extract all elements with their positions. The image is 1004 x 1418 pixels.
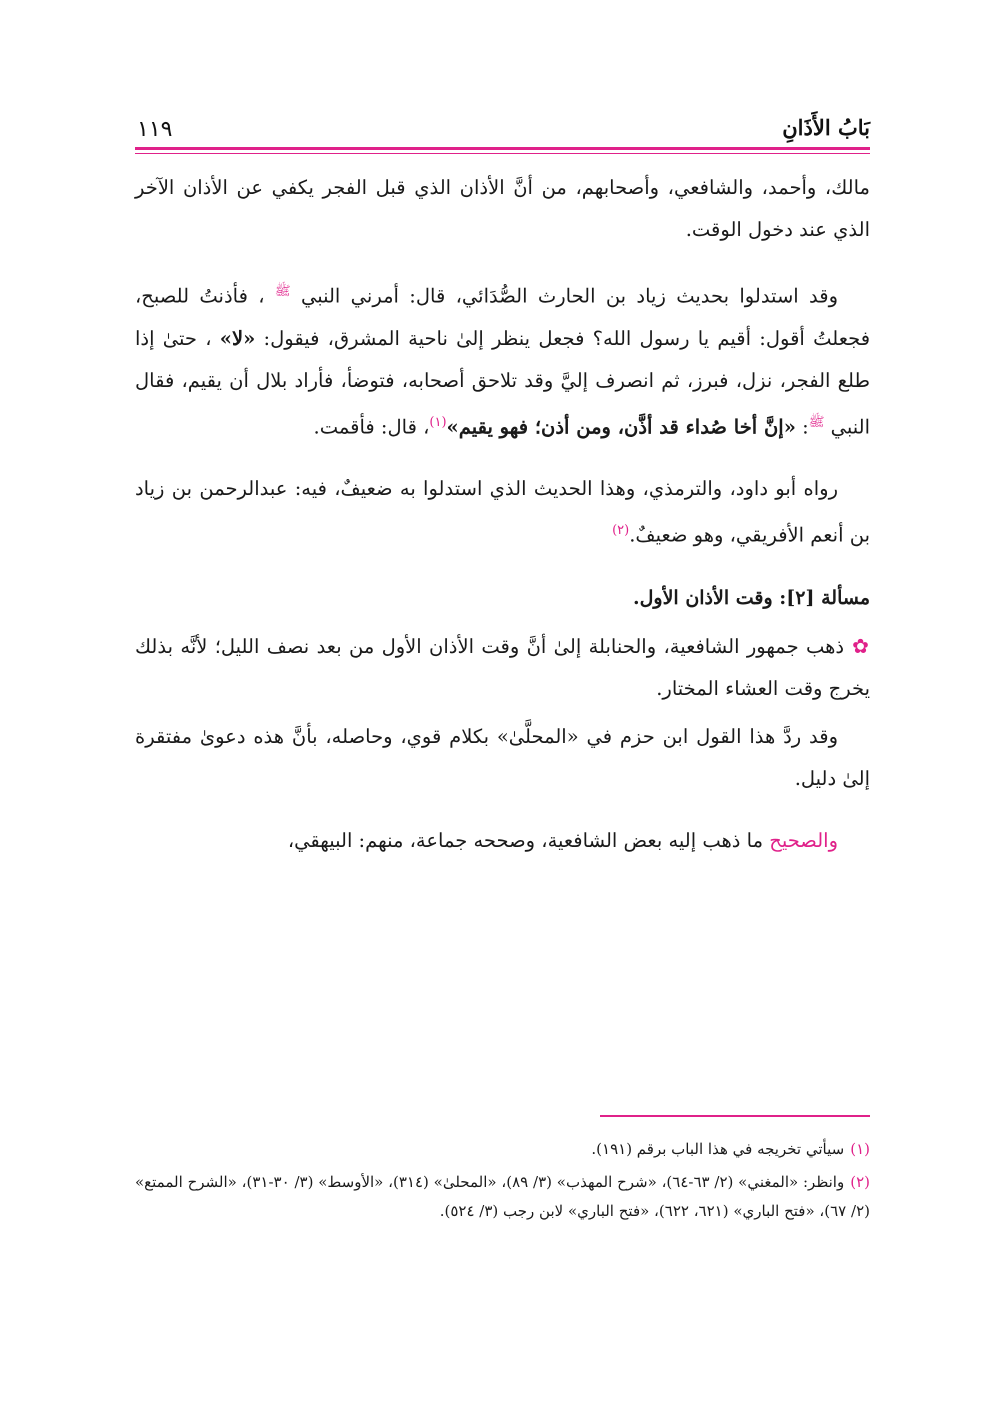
text-span: : (802, 415, 809, 438)
salla-symbol: ﷺ (808, 414, 825, 430)
text-span: ، حتىٰ إذا طلع الفجر، نزل، فبرز، ثم انصرف إليَّ وقد تلاحق أصحابه، فتوضأ، فأراد بلال أن يقيم، فقال النبي (135, 326, 870, 438)
page (135, 95, 871, 1220)
footnote-ref[interactable]: (٢) (612, 523, 630, 538)
salla-symbol: ﷺ (274, 284, 291, 299)
footnote (135, 1168, 870, 1226)
footnote-number: (٢) (850, 1173, 870, 1191)
footnote-rule (600, 1115, 870, 1117)
masala-heading: مسألة [٢]: وقت الأذان الأول. (633, 586, 870, 609)
text-span: ما ذهب إليه بعض الشافعية، وصححه جماعة، منهم: البيهقي، (287, 828, 770, 852)
text-span: رواه أبو داود، والترمذي، وهذا الحديث الذي استدلوا به ضعيفٌ، فيه: عبدالرحمن بن زياد بن أنعم الأفريقي، وهو ضعيفٌ. (135, 477, 870, 547)
chapter-title: بَابُ الأَذَانِ (782, 115, 870, 140)
text-span: ، فأذنتُ للصبح، فجعلتُ أقول: أقيم يا رسول الله؟ فجعل ينظر إلىٰ ناحية المشرق، فيقول: (135, 284, 871, 350)
flower-icon: ✿ (852, 633, 870, 658)
page-header (135, 95, 870, 143)
highlighted-word: والصحيح (769, 828, 838, 852)
footnote (135, 1135, 870, 1164)
paragraph (135, 820, 870, 862)
footnote-text: وانظر: «المغني» (٢/ ٦٣-٦٤)، «شرح المهذب» (٣/ ٨٩)، «المحلىٰ» (٣١٤)، «الأوسط» (٣/ ٣٠-٣١)، «الشرح الممتع» (٢/ ٦٧)، «فتح الباري» (٦٢١، ٦٢٢)، «فتح الباري» لابن رجب (٣/ ٥٢٤). (135, 1173, 870, 1220)
body-text (135, 167, 870, 882)
header-rule-thin (135, 153, 870, 154)
hadith-quote: «إنَّ أخا صُداء قد أذَّن، ومن أذن؛ فهو يقيم» (446, 415, 796, 438)
text-span: ، قال: فأقمت. (313, 415, 430, 438)
footnote-number: (١) (850, 1140, 870, 1158)
page-number: ١١٩ (137, 117, 173, 142)
paragraph: مالك، وأحمد، والشافعي، وأصحابهم، من أنَّ الأذان الذي قبل الفجر يكفي عن الأذان الآخر الذي عند دخول الوقت. (135, 176, 870, 241)
footnotes (135, 1135, 870, 1230)
footnote-ref[interactable]: (١) (429, 414, 447, 430)
text-span: ذهب جمهور الشافعية، والحنابلة إلىٰ أنَّ وقت الأذان الأول من بعد نصف الليل؛ لأنَّه بذلك يخرج وقت العشاء المختار. (135, 634, 870, 700)
hadith-quote: «لا» (219, 326, 256, 350)
text-span: وقد استدلوا بحديث زياد بن الحارث الصُّدَائي، قال: أمرني النبي (300, 284, 838, 308)
paragraph (135, 625, 870, 710)
paragraph-hadith (135, 271, 870, 448)
paragraph (135, 468, 870, 557)
paragraph: وقد ردَّ هذا القول ابن حزم في «المحلَّىٰ» بكلام قوي، وحاصله، بأنَّ هذه دعوىٰ مفتقرة إلىٰ دليل. (135, 724, 870, 790)
header-rule (135, 147, 870, 150)
footnote-text: سيأتي تخريجه في هذا الباب برقم (١٩١). (591, 1140, 845, 1158)
